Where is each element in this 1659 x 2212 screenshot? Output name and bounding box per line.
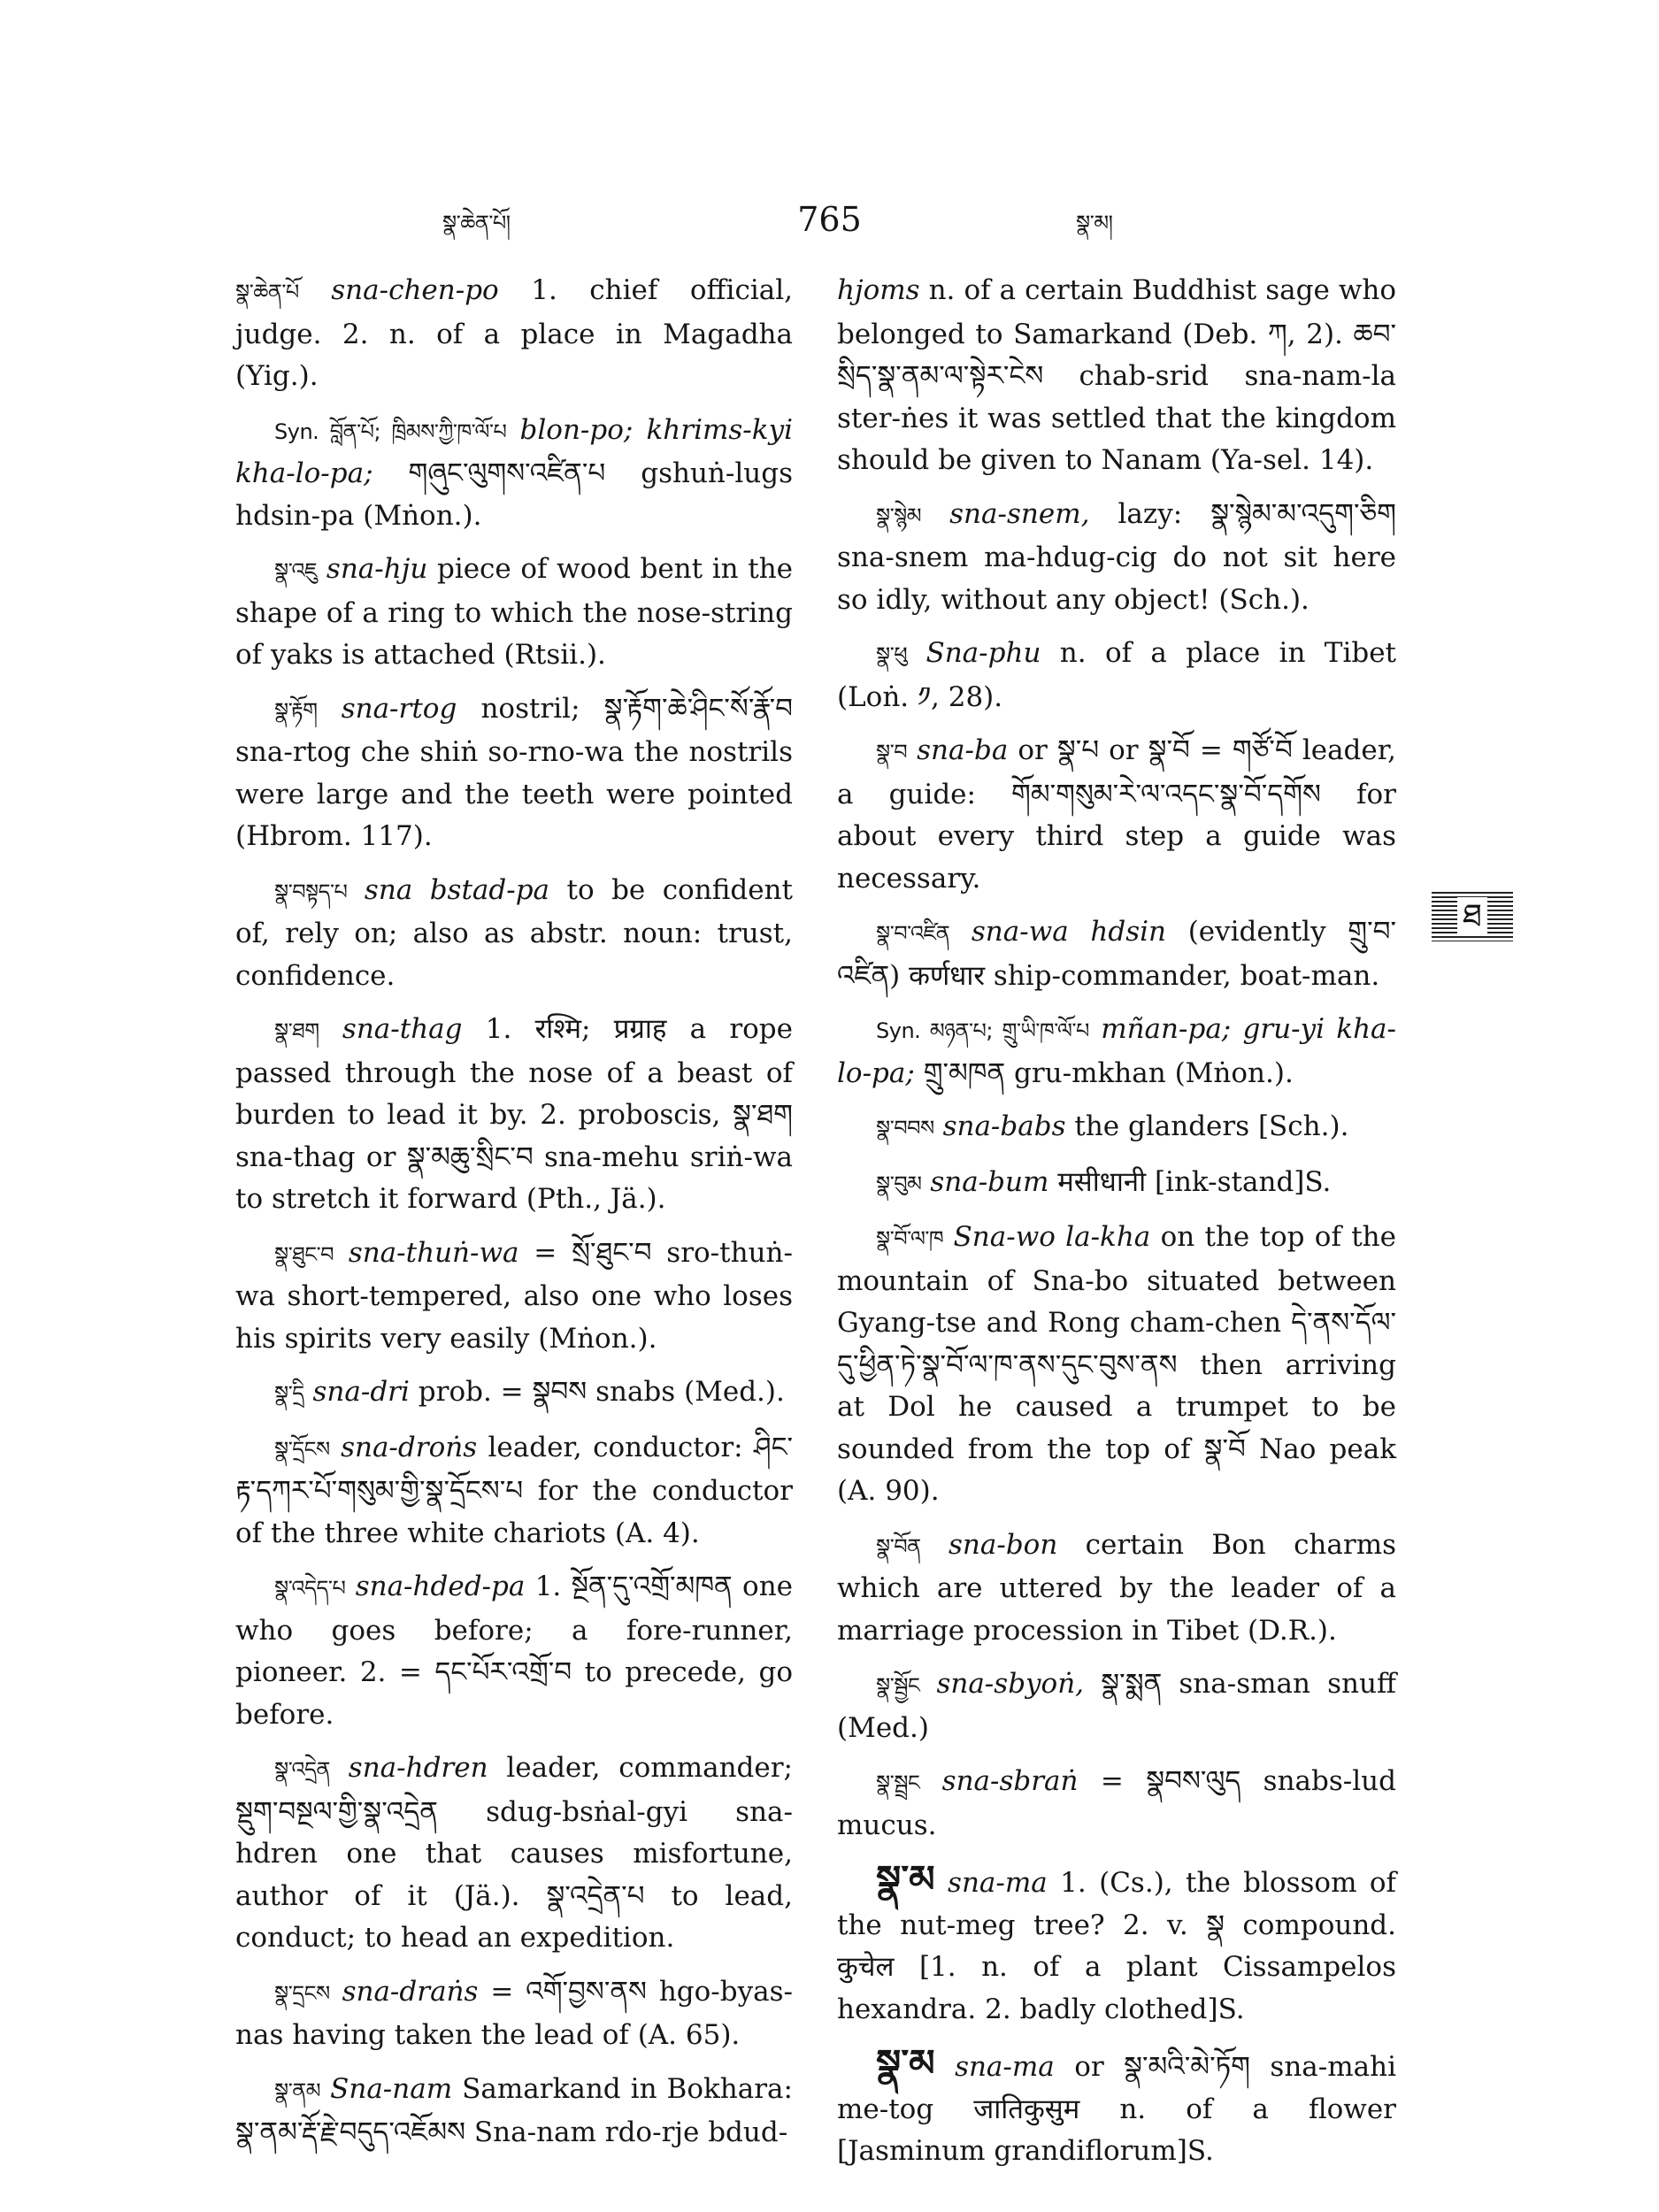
definition: (evidently གྲུ་བ་འཛིན) कर्णधार ship-commander, boat-man.: [837, 916, 1396, 992]
entry-sna-ma-1: [837, 1858, 1396, 2031]
transliteration: Sna-phu: [926, 637, 1041, 669]
transliteration: sna-bon: [948, 1528, 1058, 1561]
headword: སྣ་ཐག: [274, 1018, 319, 1043]
transliteration: sna-snem,: [949, 497, 1090, 530]
transliteration: Sna-nam: [330, 2072, 453, 2105]
definition: སྣ་སྨན sna-sman snuff (Med.): [837, 1668, 1396, 1744]
headword: སྣ་དྲངས: [274, 1980, 330, 2006]
headword: སྣ་འདེད་པ: [274, 1576, 346, 1601]
definition: the glanders [Sch.).: [1074, 1110, 1349, 1142]
header-right-word: སྣ་མ།: [1076, 211, 1113, 235]
definition: to be confident of, rely on; also as abstr. noun: trust, confidence.: [235, 873, 793, 992]
headword: སྣ་ཕུ: [876, 642, 908, 667]
definition: = སྣབས་ལུད snabs-lud mucus.: [837, 1765, 1396, 1841]
running-header: [0, 200, 1659, 253]
headword: སྣ་ཐུང་བ: [274, 1241, 334, 1267]
headword: སྣ་ཆེན་པོ: [235, 280, 299, 304]
transliteration: sna-dri: [312, 1376, 410, 1408]
transliteration: sna-thuṅ-wa: [348, 1236, 519, 1269]
definition: piece of wood bent in the shape of a ring to which the nose-string of yaks is attached (Rtsii.).: [235, 553, 794, 671]
definition: = སྲོ་ཐུང་བ sro-thuṅ-wa short-tempered, also one who loses his spirits very easily (Mṅon.).: [235, 1236, 793, 1355]
definition: 1. रश्मि; प्रग्राह a rope passed through the nose of a beast of burden to lead it by. 2. proboscis, སྣ་ཐག sna-thag or སྣ་མཆུ་སྲིང་བ sna-mehu sriṅ-wa to stretch it forward (Pth., Jä.).: [235, 1013, 793, 1215]
headword: སྣ་བ་འཛིན: [876, 921, 950, 946]
definition: prob. = སྣབས snabs (Med.).: [418, 1376, 785, 1408]
entry-sna-thag: [235, 1009, 793, 1221]
entry-sna-hju: [235, 549, 793, 677]
headword: སྣ་འཇུ: [274, 558, 318, 583]
headword: སྣ་དྲོངས: [274, 1436, 330, 1462]
definition: n. of a certain Buddhist sage who belonged to Samarkand (Deb. ཀ, 2). ཆབ་སྲིད་སྣ་ནམ་ལ་སྟེར་ངེས chab-srid sna-nam-la ster-ṅes it was settled that the kingdom should be given to Nanam (Ya-sel. 14).: [837, 274, 1396, 476]
headword: སྣ་ནམ: [274, 2078, 321, 2103]
headword: སྣ་བོ་ལ་ཁ: [876, 1226, 944, 1251]
headword: སྣ་སྙེམ: [876, 503, 922, 528]
entry-sna-hded-pa: [235, 1566, 793, 1736]
definition: n. of a place in Tibet (Loṅ. ༡, 28).: [837, 637, 1397, 713]
definition: certain Bon charms which are uttered by the leader of a marriage procession in Tibet (D.R.).: [837, 1528, 1396, 1647]
transliteration: sna-ma: [955, 2051, 1055, 2083]
definition: leader, conductor: ཤིང་རྟ་དཀར་པོ་གསུམ་གྱི་སྣ་དྲོངས་པ for the conductor of the three white chariots (A. 4).: [235, 1431, 793, 1549]
headword: སྣ་བུམ: [876, 1171, 922, 1196]
entry-sna-nam-cont: [837, 270, 1396, 482]
entry-sna-drons: [235, 1427, 793, 1555]
headword: སྣ་རྟོག: [274, 697, 318, 723]
transliteration: sna-droṅs: [341, 1431, 478, 1463]
transliteration: sna bstad-pa: [364, 873, 550, 906]
transliteration: sna-rtog: [341, 692, 457, 725]
definition: lazy: སྣ་སྙེམ་མ་འདུག་ཅིག sna-snem ma-hdug-cig do not sit here so idly, without any object! (Sch.).: [837, 497, 1396, 616]
headword: སྣ་བསྟད་པ: [274, 879, 348, 904]
definition: leader, commander; སྡུག་བསྔལ་གྱི་སྣ་འདྲེན sdug-bsṅal-gyi sna-hdren one that causes misfortune, author of it (Jä.). སྣ་འདྲེན་པ to lead, conduct; to head an expedition.: [235, 1752, 793, 1954]
entry-sna-hdren: [235, 1747, 793, 1960]
entry-sna-ba: [837, 730, 1396, 900]
entry-sna-rtog: [235, 688, 793, 858]
entry-sna-bon: [837, 1525, 1396, 1653]
entry-sna-sbran: [837, 1761, 1396, 1847]
headword: སྣ་བོན: [876, 1533, 921, 1559]
headword: སྣ་མ: [876, 1857, 935, 1901]
transliteration: sna-ba: [917, 734, 1009, 766]
thumb-index-marker: [1432, 892, 1513, 941]
transliteration: sna-hdren: [348, 1752, 488, 1784]
entry-sna-snem: [837, 494, 1396, 622]
entry-sna-dri: [235, 1371, 793, 1416]
transliteration: sna-hju: [326, 553, 428, 585]
entry-sna-sbyon: [837, 1663, 1396, 1749]
definition: 1. སྔོན་དུ་འགྲོ་མཁན one who goes before; a fore-runner, pioneer. 2. = དང་པོར་འགྲོ་བ to precede, go before.: [235, 1571, 794, 1731]
transliteration: sna-hded-pa: [355, 1571, 526, 1602]
entry-sna-chen-po: [235, 270, 793, 398]
headword: Syn. མཉན་པ; གྲུ་ཡི་ཁ་ལོ་པ: [876, 1018, 1089, 1043]
entry-syn-mnan-pa: [837, 1009, 1396, 1094]
definition: on the top of the mountain of Sna-bo situated between Gyang-tse and Rong cham-chen དེ་ནས་དོལ་དུ་ཕྱིན་ཏེ་སྣ་བོ་ལ་ཁ་ནས་དུང་བུས་ནས then arriving at Dol he caused a trumpet to be sounded from the top of སྣ་བོ Nao peak (A. 90).: [837, 1221, 1396, 1507]
entry-sna-ma-2: [837, 2042, 1396, 2173]
definition: Samarkand in Bokhara: སྣ་ནམ་རྡོ་རྗེ་བདུད་འཇོམས Sna-nam rdo-rje bdud-: [235, 2072, 793, 2148]
definition: nostril; སྣ་རྟོག་ཆེ་ཤིང་སོ་རྣོ་བ sna-rtog che shiṅ so-rno-wa the nostrils were large and the teeth were pointed (Hbrom. 117).: [235, 692, 793, 852]
transliteration: blon-po; khrims-kyi kha-lo-pa;: [235, 413, 793, 489]
transliteration: hjoms: [837, 274, 920, 306]
transliteration: sna-ma: [948, 1867, 1048, 1899]
thumb-index-letter: ཐ: [1457, 897, 1487, 936]
entry-sna-bstad-pa: [235, 870, 793, 998]
transliteration: Sna-wo la-kha: [953, 1221, 1151, 1253]
headword: སྣ་དྲི: [274, 1381, 304, 1406]
entry-syn-blon-po: [235, 410, 793, 538]
definition: 1. chief official, judge. 2. n. of a place in Magadha (Yig.).: [235, 274, 793, 392]
transliteration: sna-chen-po: [331, 274, 499, 306]
right-column: [837, 270, 1396, 2185]
entry-sna-phu: [837, 633, 1396, 718]
page-number: 765: [797, 200, 862, 239]
headword: སྣ་བབས: [876, 1116, 934, 1141]
definition: གྲུ་མཁན gru-mkhan (Mṅon.).: [923, 1056, 1294, 1089]
headword: སྣ་བ: [876, 740, 908, 764]
entry-sna-drans: [235, 1971, 793, 2057]
transliteration: sna-wa hdsin: [971, 916, 1167, 948]
definition: or སྣ་པ or སྣ་བོ = གཙོ་བོ leader, a guide: གོམ་གསུམ་རེ་ལ་འདང་སྣ་བོ་དགོས for about every third step a guide was necessary.: [837, 734, 1397, 895]
headword: སྣ་འདྲེན: [274, 1757, 331, 1782]
header-left-word: སྣ་ཆེན་པོ།: [442, 211, 511, 235]
entry-sna-wo-la-kha: [837, 1217, 1396, 1513]
transliteration: sna-sbraṅ: [941, 1765, 1079, 1797]
entry-sna-babs: [837, 1106, 1396, 1150]
entry-sna-wa-hdsin: [837, 911, 1396, 997]
transliteration: sna-babs: [942, 1110, 1066, 1142]
entry-sna-bum: [837, 1162, 1396, 1206]
definition: གཞུང་ལུགས་འཛིན་པ gshuṅ-lugs hdsin-pa (Mṅon.).: [235, 457, 793, 532]
headword: Syn. བློན་པོ; ཁྲིམས་ཀྱི་ཁ་ལོ་པ: [274, 419, 507, 444]
transliteration: sna-thag: [342, 1013, 463, 1045]
definition: or སྣ་མའི་མེ་ཏོག sna-mahi me-tog जातिकुसुम n. of a flower [Jasminum grandiflorum]S.: [837, 2051, 1396, 2167]
definition: मसीधानी [ink-stand]S.: [1057, 1165, 1332, 1198]
transliteration: sna-bum: [930, 1165, 1049, 1198]
entry-sna-nam: [235, 2069, 793, 2154]
transliteration: sna-sbyoṅ,: [936, 1668, 1085, 1700]
transliteration: mñan-pa; gru-yi kha-lo-pa;: [837, 1013, 1396, 1089]
headword: སྣ་སྦྱོང: [876, 1673, 920, 1698]
definition: 1. (Cs.), the blossom of the nut-meg tree? 2. v. སྣ compound. कुचेल [1. n. of a plant Cissampelos hexandra. 2. badly clothed]S.: [837, 1867, 1396, 2025]
headword: སྣ་སྦྲང: [876, 1770, 920, 1795]
transliteration: sna-draṅs: [342, 1975, 479, 2008]
entry-sna-thun-wa: [235, 1233, 793, 1361]
headword: སྣ་མ: [876, 2041, 935, 2085]
left-column: [235, 270, 793, 2166]
definition: = འགོ་བྱས་ནས hgo-byas-nas having taken the lead of (A. 65).: [235, 1975, 794, 2051]
